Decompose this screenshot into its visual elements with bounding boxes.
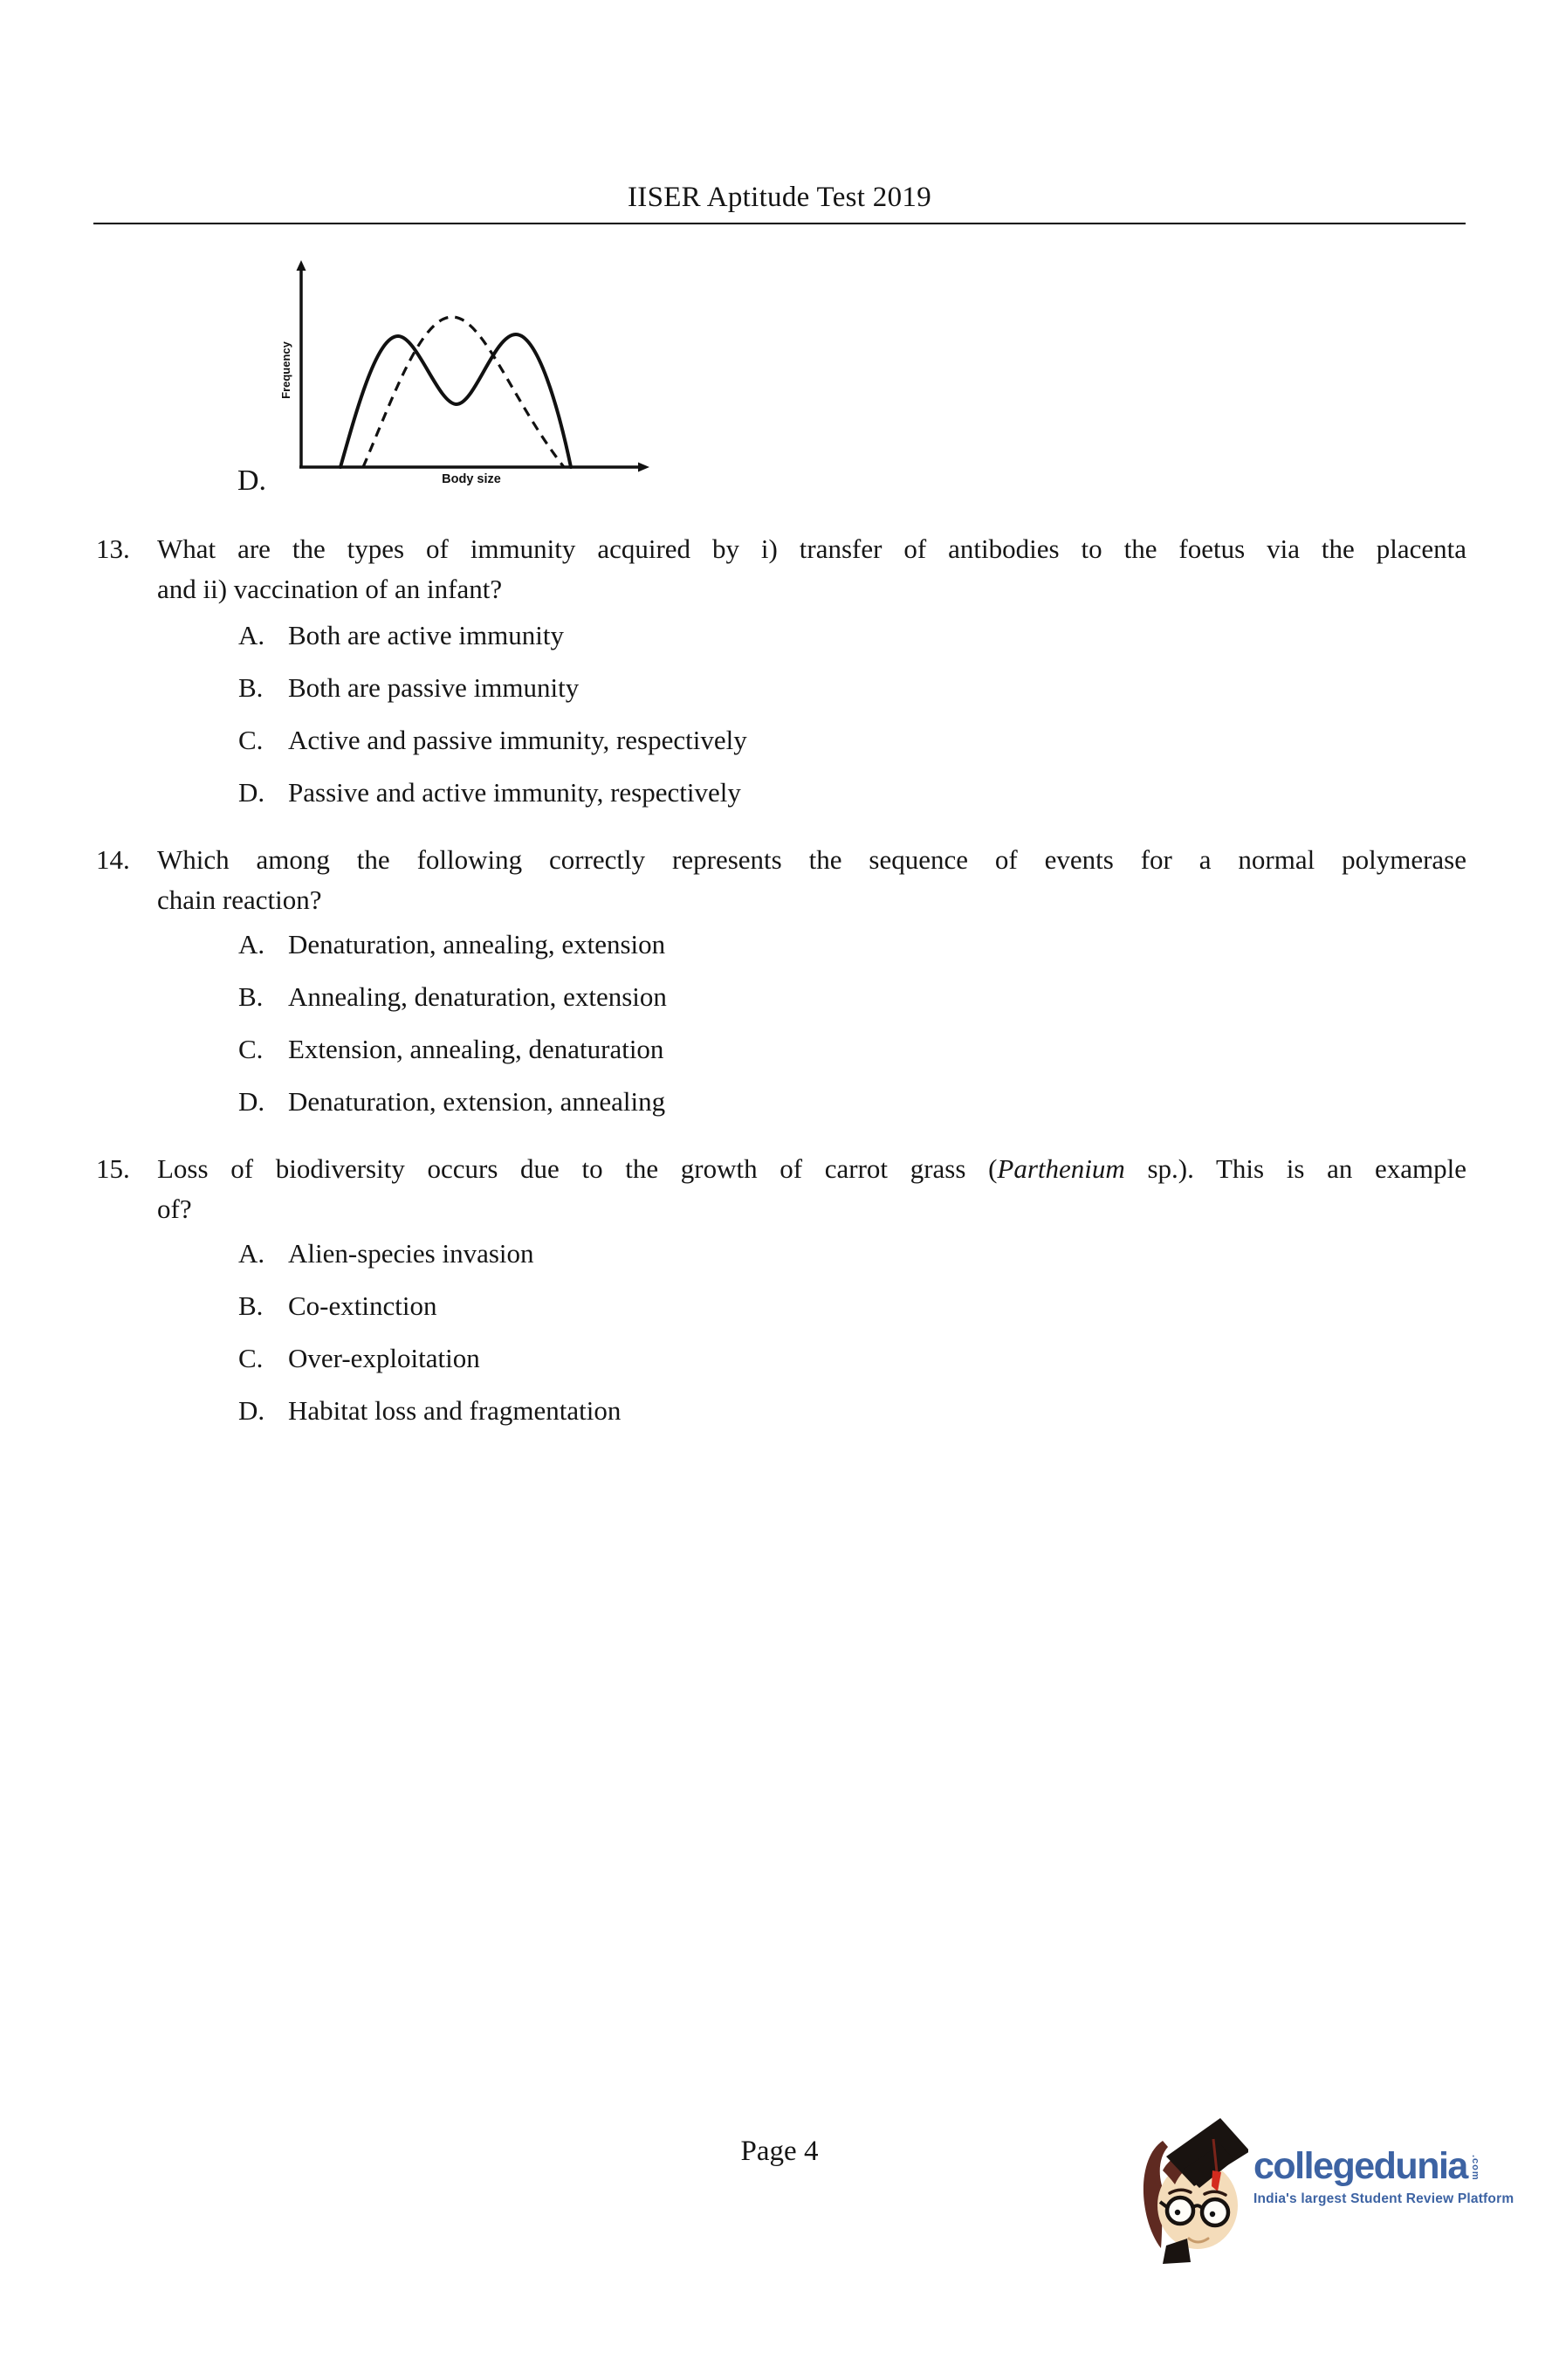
option-letter: B. — [238, 1290, 264, 1321]
page-title: IISER Aptitude Test 2019 — [627, 182, 932, 213]
option-text: Denaturation, extension, annealing — [288, 1086, 666, 1117]
option-text: Extension, annealing, denaturation — [288, 1034, 664, 1064]
question-13-text — [157, 529, 1466, 609]
x-axis-arrow-icon — [638, 463, 649, 472]
logo-tagline: India's largest Student Review Platform — [1253, 2191, 1514, 2206]
question-text-segment: sp.). This is an example — [1124, 1153, 1466, 1184]
option-letter: D. — [238, 1395, 265, 1426]
option-letter: B. — [238, 981, 264, 1012]
y-axis-arrow-icon — [297, 260, 306, 271]
question-text-segment: Loss of biodiversity occurs due to the growth of carrot grass ( — [157, 1153, 998, 1184]
question-15-option-b — [238, 1289, 436, 1324]
option-text: Both are active immunity — [288, 620, 564, 650]
logo-tld: .com — [1469, 2155, 1480, 2181]
solid-bimodal-curve — [340, 334, 571, 467]
option-letter: A. — [238, 620, 265, 650]
option-text: Passive and active immunity, respectively — [288, 777, 741, 808]
question-14-number: 14. — [96, 844, 130, 875]
question-15-line1 — [157, 1149, 1466, 1189]
logo-brand: collegedunia — [1253, 2145, 1467, 2187]
question-13-line1 — [157, 529, 1466, 569]
option-text: Habitat loss and fragmentation — [288, 1395, 622, 1426]
option-letter: D. — [238, 777, 265, 808]
question-14-option-c — [238, 1032, 663, 1067]
option-letter: B. — [238, 672, 264, 703]
header-rule — [93, 223, 1466, 224]
question-14-option-a — [238, 927, 665, 962]
option-text: Over-exploitation — [288, 1343, 480, 1373]
option-text: Co-extinction — [288, 1290, 437, 1321]
option-text: Denaturation, annealing, extension — [288, 929, 666, 960]
logo-text — [1253, 2145, 1514, 2207]
option-letter: C. — [238, 1034, 264, 1064]
option-text: Annealing, denaturation, extension — [288, 981, 667, 1012]
option-letter: D. — [238, 1086, 265, 1117]
dashed-unimodal-curve — [363, 317, 564, 467]
page-number: Page 4 — [740, 2136, 819, 2167]
question-15-text — [157, 1149, 1466, 1229]
question-15-option-c — [238, 1341, 480, 1376]
question-14-line1 — [157, 840, 1466, 880]
question-14-line2: chain reaction? — [157, 884, 322, 915]
y-axis-label: Frequency — [279, 341, 292, 399]
mascot-icon — [1137, 2108, 1248, 2265]
body-size-frequency-chart — [271, 258, 655, 487]
option-text: Active and passive immunity, respectively — [288, 725, 747, 755]
x-axis-label: Body size — [442, 472, 501, 486]
figure-option-label: D. — [237, 464, 267, 497]
question-15-line2: of? — [157, 1193, 192, 1224]
option-letter: A. — [238, 1238, 265, 1269]
question-15-number: 15. — [96, 1153, 130, 1184]
option-letter: C. — [238, 1343, 264, 1373]
question-13-number: 13. — [96, 533, 130, 564]
collegedunia-logo — [1137, 2108, 1514, 2265]
question-13-line2: and ii) vaccination of an infant? — [157, 574, 503, 604]
question-13-option-a — [238, 618, 564, 653]
option-text: Alien-species invasion — [288, 1238, 534, 1269]
question-text-segment: Which among the following correctly represents the sequence of events for a normal polymerase — [157, 844, 1466, 875]
question-13-option-d — [238, 775, 741, 810]
question-14-text — [157, 840, 1466, 920]
question-14-option-d — [238, 1084, 665, 1119]
question-13-option-b — [238, 671, 579, 705]
question-15-option-a — [238, 1236, 534, 1271]
option-letter: A. — [238, 929, 265, 960]
question-14-option-b — [238, 980, 667, 1015]
question-text-segment: What are the types of immunity acquired by i) transfer of antibodies to the foetus via the placenta — [157, 533, 1466, 564]
option-text: Both are passive immunity — [288, 672, 580, 703]
question-15-option-d — [238, 1393, 621, 1428]
question-13-option-c — [238, 723, 747, 758]
option-letter: C. — [238, 725, 264, 755]
figure-option-d — [271, 258, 655, 487]
question-text-italic-segment: Parthenium — [997, 1153, 1125, 1184]
